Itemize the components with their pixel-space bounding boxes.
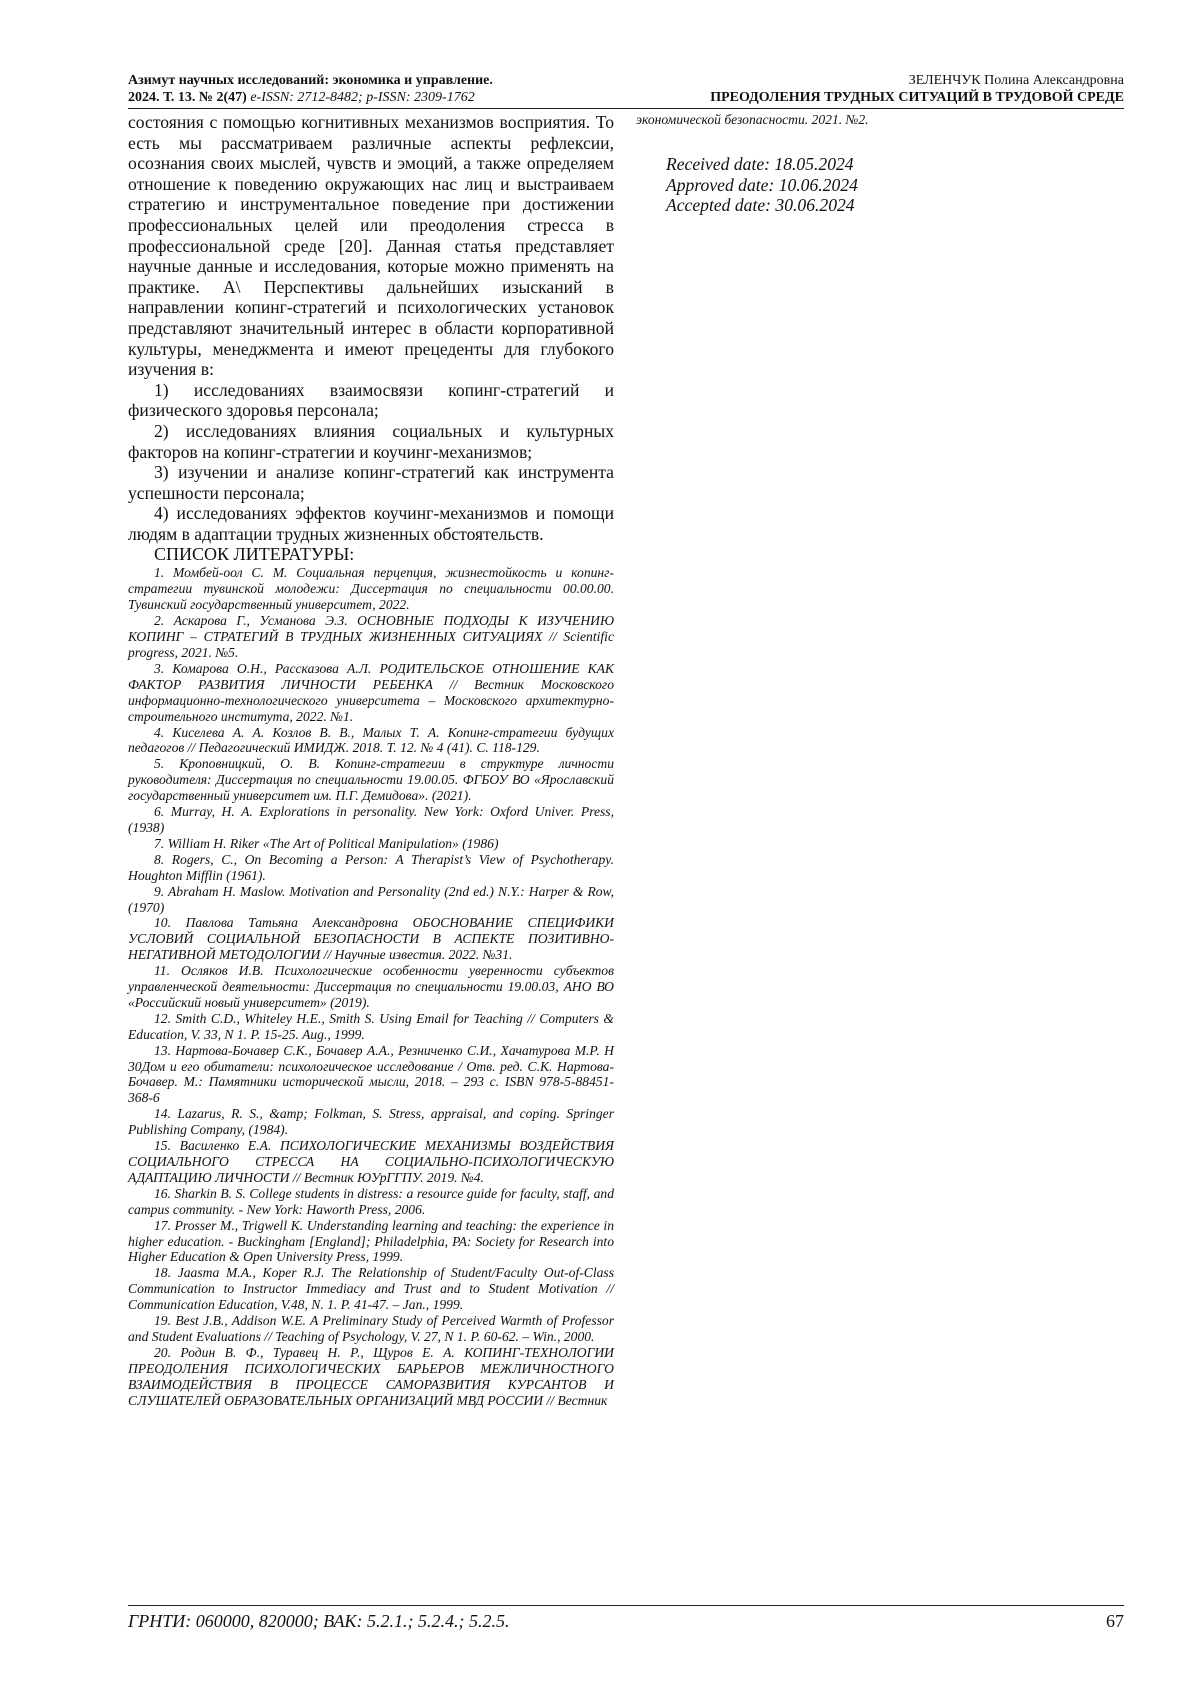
footer-rule [128, 1605, 1124, 1606]
list-item-2: 2) исследованиях влияния социальных и культурных факторов на копинг-стратегии и коучинг-механизмов; [128, 420, 614, 462]
reference-item: 3. Комарова О.Н., Рассказова А.Л. РОДИТЕЛЬСКОЕ ОТНОШЕНИЕ КАК ФАКТОР РАЗВИТИЯ ЛИЧНОСТИ РЕБЕНКА // Вестник Московского информационно-технологического университета – Московского архитектурно-строительного института, 2022. №1. [128, 660, 614, 724]
reference-item: 5. Кроповницкий, О. В. Копинг-стратегии в структуре личности руководителя: Диссертация по специальности 19.00.05. ФГБОУ ВО «Ярославский государственный университет им. П.Г. Демидова». (2021). [128, 756, 614, 804]
reference-item: 2. Аскарова Г., Усманова Э.З. ОСНОВНЫЕ ПОДХОДЫ К ИЗУЧЕНИЮ КОПИНГ – СТРАТЕГИЙ В ТРУДНЫХ ЖИЗНЕННЫХ СИТУАЦИЯХ // Scientific progress, 2021. №5. [128, 613, 614, 660]
journal-title: Азимут научных исследований: экономика и управление. [128, 73, 493, 88]
journal-issn: e-ISSN: 2712-8482; p-ISSN: 2309-1762 [250, 90, 475, 105]
reference-item: 18. Jaasma M.A., Koper R.J. The Relationship of Student/Faculty Out-of-Class Communication to Instructor Immediacy and Trust and to Student Motivation // Communication Education, V.48, N. 1. P. 41-47. – Jan., 1999. [128, 1265, 614, 1313]
reference-item: 1. Момбей-оол С. М. Социальная перцепция, жизнестойкость и копинг-стратегии тувинской молодежи: Диссертация по специальности 00.00.00. Тувинский государственный университет, 2022. [128, 565, 614, 613]
reference-item: 9. Abraham H. Maslow. Motivation and Personality (2nd ed.) N.Y.: Harper & Row, (1970) [128, 883, 614, 915]
reference-item: 8. Rogers, C., On Becoming a Person: A Therapist’s View of Psychotherapy. Houghton Mifflin (1961). [128, 851, 614, 883]
reference-item: 13. Нартова-Бочавер С.К., Бочавер А.А., Резниченко С.И., Хачатурова М.Р. Н 30Дом и его обитатели: психологическое исследование / Отв. ред. С.К. Нартова-Бочавер. М.: Памятники исторической мысли, 2018. – 293 с. ISBN 978-5-88451-368-6 [128, 1042, 614, 1106]
reference-item: 14. Lazarus, R. S., &amp; Folkman, S. Stress, appraisal, and coping. Springer Publishing Company, (1984). [128, 1106, 614, 1138]
reference-item: 20. Родин В. Ф., Туравец Н. Р., Щуров Е. А. КОПИНГ-ТЕХНОЛОГИИ ПРЕОДОЛЕНИЯ ПСИХОЛОГИЧЕСКИХ БАРЬЕРОВ МЕЖЛИЧНОСТНОГО ВЗАИМОДЕЙСТВИЯ В ПРОЦЕССЕ САМОРАЗВИТИЯ КУРСАНТОВ И СЛУШАТЕЛЕЙ ОБРАЗОВАТЕЛЬНЫХ ОРГАНИЗАЦИЙ МВД РОССИИ // Вестник [128, 1344, 614, 1408]
reference-item: 17. Prosser M., Trigwell K. Understanding learning and teaching: the experience in higher education. - Buckingham [England]; Philadelphia, PA: Society for Research into Higher Education & Open University Press, 1999. [128, 1217, 614, 1265]
reference-item: 6. Murray, H. A. Explorations in personality. New York: Oxford Univer. Press, (1938) [128, 804, 614, 835]
list-item-3: 3) изучении и анализе копинг-стратегий как инструмента успешности персонала; [128, 462, 614, 503]
received-date: Received date: 18.05.2024 [666, 154, 854, 174]
list-item-4: 4) исследованиях эффектов коучинг-механизмов и помощи людям в адаптации трудных жизненных обстоятельств. [128, 503, 614, 544]
journal-issue: 2024. Т. 13. № 2(47) [128, 90, 247, 105]
reference-item: 15. Василенко Е.А. ПСИХОЛОГИЧЕСКИЕ МЕХАНИЗМЫ ВОЗДЕЙСТВИЯ СОЦИАЛЬНОГО СТРЕССА НА СОЦИАЛЬНО-ПСИХОЛОГИЧЕСКУЮ АДАПТАЦИЮ ЛИЧНОСТИ // Вестник ЮУрГГПУ. 2019. №4. [128, 1138, 614, 1185]
body-paragraph: состояния с помощью когнитивных механизмов восприятия. То есть мы рассматриваем различные аспекты рефлексии, осознания своих мыслей, чувств и эмоций, а также определяем отношение к поведению окружающих нас лиц и выстраиваем стратегию и инструментальное поведение при достижении профессиональных целей или преодоления стресса в профессиональной среде [20]. Данная статья представляет научные данные и исследования, которые можно применять на практике. А\ Перспективы дальнейших изысканий в направлении копинг-стратегий и психологических установок представляют значительный интерес в области корпоративной культуры, менеджмента и имеют прецеденты для глубокого изучения в: [128, 112, 614, 380]
reference-item: 4. Киселева А. А. Козлов В. В., Малых Т. А. Копинг-стратегии будущих педагогов // Педагогический ИМИДЖ. 2018. Т. 12. № 4 (41). С. 118-129. [128, 724, 614, 756]
accepted-date: Accepted date: 30.06.2024 [666, 195, 855, 215]
list-item-1: 1) исследованиях взаимосвязи копинг-стратегий и физического здоровья персонала; [128, 379, 614, 421]
reference-item: 16. Sharkin B. S. College students in distress: a resource guide for faculty, staff, and campus community. - New York: Haworth Press, 2006. [128, 1185, 614, 1217]
reference-continuation: экономической безопасности. 2021. №2. [636, 112, 869, 127]
reference-item: 7. William H. Riker «The Art of Political Manipulation» (1986) [154, 835, 499, 851]
right-column [636, 112, 1126, 216]
classification-codes: ГРНТИ: 060000, 820000; ВАК: 5.2.1.; 5.2.4.; 5.2.5. [128, 1611, 510, 1631]
approved-date: Approved date: 10.06.2024 [666, 174, 858, 195]
article-dates [666, 154, 1126, 216]
page-number: 67 [1106, 1611, 1124, 1631]
author-name: ЗЕЛЕНЧУК Полина Александровна [908, 73, 1124, 88]
references-heading: СПИСОК ЛИТЕРАТУРЫ: [154, 544, 355, 565]
reference-item: 12. Smith C.D., Whiteley H.E., Smith S. Using Email for Teaching // Computers & Education, V. 33, N 1. P. 15-25. Aug., 1999. [128, 1010, 614, 1042]
header-rule [128, 108, 1124, 109]
reference-item: 11. Осляков И.В. Психологические особенности уверенности субъектов управленческой деятельности: Диссертация по специальности 19.00.03, АНО ВО «Российский новый университет» (2019). [128, 963, 614, 1010]
running-header-right [564, 72, 1124, 106]
reference-item: 19. Best J.B., Addison W.E. A Preliminary Study of Perceived Warmth of Professor and Student Evaluations // Teaching of Psychology, V. 27, N 1. P. 60-62. – Win., 2000. [128, 1313, 614, 1344]
reference-list [128, 565, 614, 1408]
reference-item: 10. Павлова Татьяна Александровна ОБОСНОВАНИЕ СПЕЦИФИКИ УСЛОВИЙ СОЦИАЛЬНОЙ БЕЗОПАСНОСТИ В АСПЕКТЕ ПОЗИТИВНО-НЕГАТИВНОЙ МЕТОДОЛОГИИ // Научные известия. 2022. №31. [128, 915, 614, 963]
article-title-short: ПРЕОДОЛЕНИЯ ТРУДНЫХ СИТУАЦИЙ В ТРУДОВОЙ СРЕДЕ [710, 90, 1124, 105]
left-column [128, 112, 614, 1409]
